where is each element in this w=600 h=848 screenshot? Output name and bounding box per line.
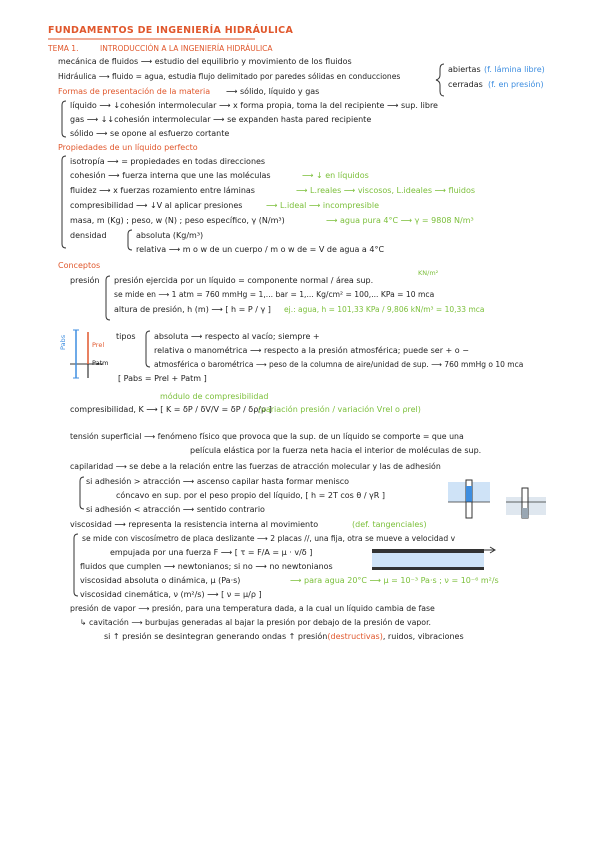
cerradas-label: cerradas xyxy=(448,80,483,89)
modulo-compresibilidad: módulo de compresibilidad xyxy=(160,392,269,401)
capilaridad-1: si adhesión > atracción ⟶ ascenso capilar hasta formar menisco xyxy=(86,477,350,486)
presion-label: presión xyxy=(70,276,100,285)
viscosidad-5: viscosidad cinemática, ν (m²/s) ⟶ [ ν = μ/ρ ] xyxy=(80,590,262,599)
tipos-label: tipos xyxy=(116,332,136,341)
diagram-prel: Prel xyxy=(92,341,105,349)
tipo-relativa: relativa o manométrica ⟶ respecto a la presión atmosférica; puede ser + o − xyxy=(154,346,469,355)
formas-solido: sólido ⟶ se opone al esfuerzo cortante xyxy=(70,129,230,138)
compresibilidad-note: (variación presión / variación Vrel o ρrel) xyxy=(258,405,421,414)
formas-liquido: líquido ⟶ ↓cohesión intermolecular ⟶ x forma propia, toma la del recipiente ⟶ sup. libre xyxy=(70,101,438,110)
formas-gas: gas ⟶ ↓↓cohesión intermolecular ⟶ se expanden hasta pared recipiente xyxy=(70,115,372,124)
prop-cohesion: cohesión ⟶ fuerza interna que une las moléculas xyxy=(70,171,271,180)
def-mecanica: mecánica de fluidos ⟶ estudio del equilibrio y movimiento de los fluidos xyxy=(58,57,352,66)
presion-mide: se mide en ⟶ 1 atm = 760 mmHg = 1,... bar = 1,... Kg/cm² = 100,... KPa = 10 mca xyxy=(114,290,435,299)
prop-compresibilidad: compresibilidad ⟶ ↓V al aplicar presiones xyxy=(70,201,243,210)
viscosidad-1: se mide con viscosímetro de placa deslizante ⟶ 2 placas //, una fija, otra se mueve a velocidad v xyxy=(82,534,456,543)
cavitacion-2 xyxy=(104,632,464,642)
page-title: FUNDAMENTOS DE INGENIERÍA HIDRÁULICA xyxy=(48,25,294,36)
formas-heading: Formas de presentación de la materia xyxy=(58,87,211,96)
tension-superficial-2: película elástica por la fuerza neta hacia el interior de moléculas de sup. xyxy=(190,446,482,455)
viscosidad-note: (def. tangenciales) xyxy=(352,520,427,529)
abiertas-note: (f. lámina libre) xyxy=(484,65,545,74)
prop-cohesion-note: ⟶ ↓ en líquidos xyxy=(302,171,369,180)
presion-unit-note: KN/m² xyxy=(418,269,439,277)
cavitacion-2-note: (destructivas) xyxy=(327,632,383,641)
prop-masa: masa, m (Kg) ; peso, w (N) ; peso específico, γ (N/m³) xyxy=(70,216,285,225)
tema-name: INTRODUCCIÓN A LA INGENIERÍA HIDRÁULICA xyxy=(100,44,273,53)
capilaridad-3: si adhesión < atracción ⟶ sentido contrario xyxy=(86,505,265,514)
tipo-atmosferica: atmosférica o barométrica ⟶ peso de la columna de aire/unidad de sup. ⟶ 760 mmHg o 10 mca xyxy=(154,360,524,369)
viscosidad-4: viscosidad absoluta o dinámica, μ (Pa·s) xyxy=(80,576,241,585)
viscosidad-4-note: ⟶ para agua 20°C ⟶ μ = 10⁻³ Pa·s ; ν = 10⁻⁶ m²/s xyxy=(290,576,499,585)
formas-heading-rest: ⟶ sólido, líquido y gas xyxy=(226,87,320,96)
capilaridad-2: cóncavo en sup. por el peso propio del líquido, [ h = 2T cos θ / γR ] xyxy=(116,491,386,500)
diagram-pabs: Pabs xyxy=(59,334,67,350)
cavitacion-2-text: si ↑ presión se desintegran generando ondas ↑ presión xyxy=(104,632,328,641)
presion-def: presión ejercida por un líquido = componente normal / área sup. xyxy=(114,276,374,285)
tension-superficial: tensión superficial ⟶ fenómeno físico que provoca que la sup. de un líquido se comporte = que una xyxy=(70,432,464,441)
viscosidad-3: fluidos que cumplen ⟶ newtonianos; si no ⟶ no newtonianos xyxy=(80,562,333,571)
prop-fluidez-note: ⟶ L.reales ⟶ viscosos, L.ideales ⟶ fluidos xyxy=(296,186,476,195)
viscosidad: viscosidad ⟶ representa la resistencia interna al movimiento xyxy=(70,520,319,529)
compresibilidad-formula: compresibilidad, K ⟶ [ K = δP / δV/V = δP / δρ/ρ ] xyxy=(70,405,272,414)
pabs-formula: [ Pabs = Prel + Patm ] xyxy=(118,374,207,383)
diagram-patm: Patm xyxy=(92,359,109,367)
cavitacion-2-rest: , ruidos, vibraciones xyxy=(382,632,464,641)
propiedades-heading: Propiedades de un líquido perfecto xyxy=(58,143,198,152)
tema-number: TEMA 1. xyxy=(48,44,79,53)
prop-masa-note: ⟶ agua pura 4°C ⟶ γ = 9808 N/m³ xyxy=(326,216,474,225)
prop-isotropia: isotropía ⟶ = propiedades en todas direcciones xyxy=(70,157,266,166)
presion-altura-ej: ej.: agua, h = 101,33 KPa / 9,806 kN/m³ = 10,33 mca xyxy=(284,305,485,314)
prop-fluidez: fluidez ⟶ x fuerzas rozamiento entre láminas xyxy=(70,186,255,195)
prop-absoluta: absoluta (Kg/m³) xyxy=(136,231,204,240)
presion-vapor: presión de vapor ⟶ presión, para una temperatura dada, a la cual un líquido cambia de fase xyxy=(70,604,435,613)
cavitacion: ↳ cavitación ⟶ burbujas generadas al bajar la presión por debajo de la presión de vapor. xyxy=(80,618,432,627)
tipo-absoluta: absoluta ⟶ respecto al vacío; siempre + xyxy=(154,332,320,341)
abiertas-label: abiertas xyxy=(448,65,481,74)
prop-relativa: relativa ⟶ m o w de un cuerpo / m o w de = V de agua a 4°C xyxy=(136,245,385,254)
prop-compresibilidad-note: ⟶ L.ideal ⟶ incompresible xyxy=(266,201,380,210)
capilaridad: capilaridad ⟶ se debe a la relación entre las fuerzas de atracción molecular y las de adhesión xyxy=(70,462,441,471)
conceptos-heading: Conceptos xyxy=(58,261,101,270)
def-hidraulica: Hidráulica ⟶ fluido = agua, estudia flujo delimitado por paredes sólidas en conducciones xyxy=(58,72,401,81)
presion-altura: altura de presión, h (m) ⟶ [ h = P / γ ] xyxy=(114,305,271,314)
cerradas-note: (f. en presión) xyxy=(488,80,544,89)
prop-densidad: densidad xyxy=(70,231,107,240)
viscosidad-2: empujada por una fuerza F ⟶ [ τ = F/A = μ · v/δ ] xyxy=(110,548,313,557)
